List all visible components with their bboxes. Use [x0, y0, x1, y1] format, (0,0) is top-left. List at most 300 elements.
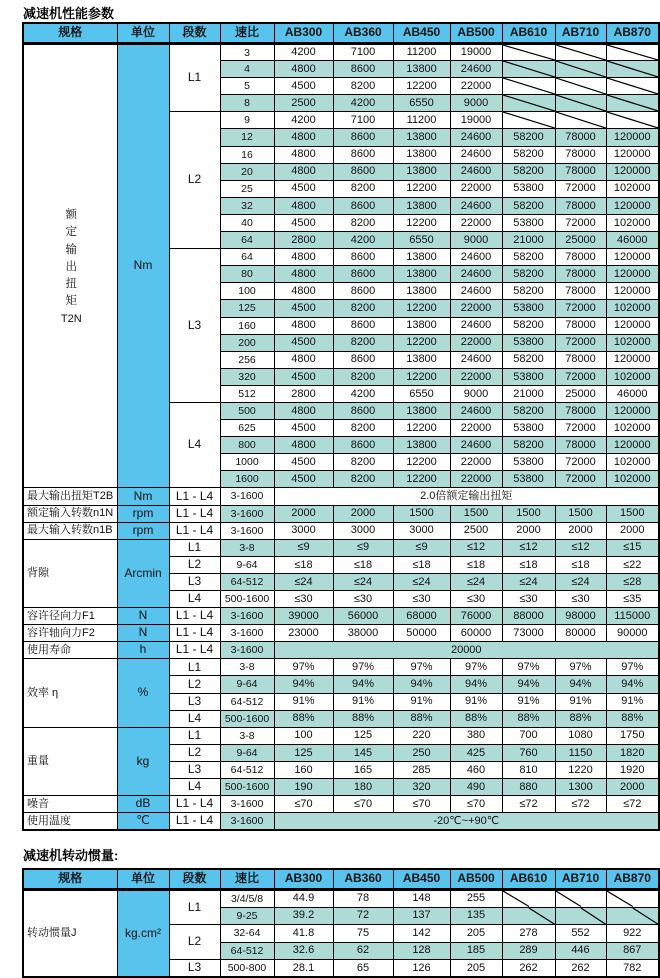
diagonal-line	[503, 908, 555, 925]
value-cell: 120000	[606, 163, 659, 180]
value-cell: 8600	[333, 266, 393, 283]
stage-cell: L3	[169, 761, 220, 778]
value-cell: 72000	[555, 334, 606, 351]
ratio-cell: 9	[220, 112, 274, 129]
value-cell: ≤72	[606, 796, 659, 813]
inertia-table	[22, 868, 660, 978]
value-cell: 460	[450, 761, 502, 778]
value-cell: 13800	[393, 197, 450, 214]
value-cell: ≤18	[502, 556, 555, 573]
ratio-cell: 64	[220, 249, 274, 266]
value-cell: 53800	[502, 180, 555, 197]
value-cell: 22000	[450, 471, 502, 488]
value-cell: 78000	[555, 317, 606, 334]
value-cell: 73000	[502, 625, 555, 642]
column-header: AB450	[393, 23, 450, 44]
value-cell: 3000	[274, 522, 333, 539]
unit-cell: h	[117, 642, 169, 659]
value-cell: 53800	[502, 454, 555, 471]
value-cell: 4800	[274, 283, 333, 300]
diagonal-line	[556, 891, 606, 907]
diagonal-line	[607, 61, 659, 77]
stage-cell: L1	[169, 539, 220, 556]
value-cell: 2000	[274, 505, 333, 522]
stage-cell: L3	[169, 693, 220, 710]
ratio-cell: 4	[220, 61, 274, 78]
value-cell: 4200	[333, 232, 393, 249]
value-cell: 8200	[333, 471, 393, 488]
value-cell: ≤24	[450, 573, 502, 590]
value-cell: 8600	[333, 129, 393, 146]
value-cell: 8600	[333, 283, 393, 300]
value-cell: 58200	[502, 402, 555, 419]
value-cell: 6550	[393, 95, 450, 112]
value-cell: 4200	[274, 112, 333, 129]
value-cell: 1500	[393, 505, 450, 522]
spec-cell: 转动惯量J	[23, 890, 117, 978]
ratio-cell: 500-1600	[220, 591, 274, 608]
table-row	[23, 488, 659, 505]
value-cell: 6550	[393, 232, 450, 249]
value-cell: ≤9	[274, 539, 333, 556]
value-cell: 88%	[502, 710, 555, 727]
ratio-cell: 64-512	[220, 761, 274, 778]
spec-cell: 容许径向力F1	[23, 608, 117, 625]
value-cell: 13800	[393, 249, 450, 266]
value-cell: 91%	[393, 693, 450, 710]
value-cell: 76000	[450, 608, 502, 625]
spec-cell: 额定输入转数n1N	[23, 505, 117, 522]
value-cell: 4800	[274, 317, 333, 334]
empty-diagonal-cell	[555, 78, 606, 95]
spec-cell: 重量	[23, 727, 117, 795]
ratio-cell: 500-1600	[220, 710, 274, 727]
value-cell: ≤18	[393, 556, 450, 573]
spec-cell: 效率 η	[23, 659, 117, 727]
value-cell: 22000	[450, 214, 502, 231]
value-cell: 7100	[333, 112, 393, 129]
value-cell: 120000	[606, 402, 659, 419]
value-cell: 425	[450, 744, 502, 761]
ratio-cell: 500-1600	[220, 779, 274, 796]
diagonal-line	[556, 45, 606, 60]
value-cell: 12200	[393, 454, 450, 471]
value-cell: 60000	[450, 625, 502, 642]
empty-diagonal-cell	[555, 890, 606, 908]
column-header: AB710	[555, 869, 606, 890]
value-cell: 4800	[274, 249, 333, 266]
value-cell: 145	[333, 744, 393, 761]
value-cell: 102000	[606, 471, 659, 488]
empty-diagonal-cell	[606, 61, 659, 78]
value-cell: 90000	[606, 625, 659, 642]
value-cell: 1500	[450, 505, 502, 522]
value-cell: 4800	[274, 129, 333, 146]
unit-cell: %	[117, 659, 169, 727]
stage-cell: L1 - L4	[169, 642, 220, 659]
stage-cell: L1	[169, 44, 220, 112]
value-cell: 12200	[393, 214, 450, 231]
column-header: AB360	[333, 869, 393, 890]
unit-cell: rpm	[117, 505, 169, 522]
spec-cell	[23, 44, 117, 488]
value-cell: 4800	[274, 61, 333, 78]
empty-diagonal-cell	[606, 907, 659, 925]
value-cell: 25000	[555, 232, 606, 249]
table-row	[23, 505, 659, 522]
value-cell: ≤24	[393, 573, 450, 590]
ratio-cell: 3-8	[220, 727, 274, 744]
table-row	[23, 659, 659, 676]
unit-cell: N	[117, 608, 169, 625]
value-cell: 8200	[333, 420, 393, 437]
stage-cell: L2	[169, 744, 220, 761]
value-cell: ≤12	[502, 539, 555, 556]
value-cell: 88%	[274, 710, 333, 727]
value-cell: 760	[502, 744, 555, 761]
ratio-cell: 8	[220, 95, 274, 112]
value-cell: 810	[502, 761, 555, 778]
value-cell: 72000	[555, 420, 606, 437]
value-cell: 102000	[606, 334, 659, 351]
value-cell: -20℃~+90℃	[274, 813, 659, 830]
value-cell: 100	[274, 727, 333, 744]
value-cell: 2500	[274, 95, 333, 112]
unit-cell: Arcmin	[117, 539, 169, 607]
value-cell: 24600	[450, 129, 502, 146]
value-cell: 80000	[555, 625, 606, 642]
value-cell: 262	[502, 960, 555, 978]
value-cell: 39000	[274, 608, 333, 625]
column-header: 单位	[117, 869, 169, 890]
value-cell: 552	[555, 925, 606, 943]
stage-cell: L2	[169, 112, 220, 249]
value-cell: 13800	[393, 266, 450, 283]
value-cell: 1080	[555, 727, 606, 744]
performance-table	[22, 22, 660, 831]
value-cell: 21000	[502, 385, 555, 402]
value-cell: 880	[502, 779, 555, 796]
value-cell: 94%	[502, 676, 555, 693]
value-cell: 58200	[502, 317, 555, 334]
value-cell: 56000	[333, 608, 393, 625]
ratio-cell: 9-64	[220, 744, 274, 761]
value-cell: 7100	[333, 44, 393, 61]
spec-cell: 噪音	[23, 796, 117, 813]
empty-diagonal-cell	[555, 61, 606, 78]
value-cell: 78000	[555, 197, 606, 214]
value-cell: 4800	[274, 163, 333, 180]
value-cell: 1150	[555, 744, 606, 761]
spec-cell: 最大输入转数n1B	[23, 522, 117, 539]
ratio-cell: 3-8	[220, 539, 274, 556]
stage-cell: L4	[169, 591, 220, 608]
value-cell: 1300	[555, 779, 606, 796]
value-cell: 24600	[450, 249, 502, 266]
stage-cell: L2	[169, 556, 220, 573]
spec-cell: 背隙	[23, 539, 117, 607]
column-header: AB710	[555, 23, 606, 44]
value-cell: 24600	[450, 266, 502, 283]
spec-symbol-label: T2N	[60, 312, 82, 325]
value-cell: 135	[450, 907, 502, 925]
value-cell: 21000	[502, 232, 555, 249]
value-cell: 53800	[502, 368, 555, 385]
value-cell: 72	[333, 907, 393, 925]
value-cell: 97%	[333, 659, 393, 676]
value-cell: ≤72	[555, 796, 606, 813]
value-cell: 53800	[502, 334, 555, 351]
value-cell: 91%	[502, 693, 555, 710]
value-cell: 88%	[555, 710, 606, 727]
value-cell: ≤18	[450, 556, 502, 573]
empty-diagonal-cell	[502, 95, 555, 112]
ratio-cell: 320	[220, 368, 274, 385]
unit-cell: dB	[117, 796, 169, 813]
value-cell: 1220	[555, 761, 606, 778]
value-cell: 91%	[333, 693, 393, 710]
value-cell: 4500	[274, 334, 333, 351]
value-cell: 2800	[274, 385, 333, 402]
value-cell: 1500	[555, 505, 606, 522]
value-cell: 8200	[333, 454, 393, 471]
unit-cell: kg	[117, 727, 169, 795]
empty-diagonal-cell	[606, 95, 659, 112]
value-cell: 24600	[450, 437, 502, 454]
value-cell: 102000	[606, 368, 659, 385]
value-cell: 98000	[555, 608, 606, 625]
value-cell: ≤18	[555, 556, 606, 573]
value-cell: 8600	[333, 146, 393, 163]
value-cell: 8600	[333, 249, 393, 266]
unit-cell: ℃	[117, 813, 169, 830]
value-cell: 22000	[450, 334, 502, 351]
value-cell: 446	[555, 942, 606, 960]
value-cell: 78000	[555, 351, 606, 368]
value-cell: ≤15	[606, 539, 659, 556]
value-cell: 78000	[555, 163, 606, 180]
value-cell: 4800	[274, 402, 333, 419]
value-cell: 65	[333, 960, 393, 978]
value-cell: 58200	[502, 283, 555, 300]
value-cell: 38000	[333, 625, 393, 642]
value-cell: 22000	[450, 368, 502, 385]
ratio-cell: 12	[220, 129, 274, 146]
empty-diagonal-cell	[502, 907, 555, 925]
table-row	[23, 727, 659, 744]
header-row	[23, 869, 659, 890]
ratio-cell: 64-512	[220, 573, 274, 590]
value-cell: 50000	[393, 625, 450, 642]
diagonal-line	[607, 908, 659, 925]
value-cell: 102000	[606, 180, 659, 197]
value-cell: ≤35	[606, 591, 659, 608]
stage-cell: L1 - L4	[169, 625, 220, 642]
value-cell: 88000	[502, 608, 555, 625]
value-cell: ≤70	[393, 796, 450, 813]
value-cell: 94%	[274, 676, 333, 693]
ratio-cell: 3	[220, 44, 274, 61]
ratio-cell: 9-64	[220, 556, 274, 573]
diagonal-line	[503, 112, 555, 128]
ratio-cell: 3/4/5/8	[220, 890, 274, 908]
value-cell: 53800	[502, 300, 555, 317]
value-cell: 46000	[606, 385, 659, 402]
value-cell: 8600	[333, 317, 393, 334]
value-cell: 78000	[555, 283, 606, 300]
value-cell: 160	[274, 761, 333, 778]
value-cell: 120000	[606, 197, 659, 214]
value-cell: 24600	[450, 317, 502, 334]
value-cell: 700	[502, 727, 555, 744]
value-cell: 142	[393, 925, 450, 943]
value-cell: 13800	[393, 163, 450, 180]
value-cell: 922	[606, 925, 659, 943]
value-cell: ≤9	[393, 539, 450, 556]
value-cell: 39.2	[274, 907, 333, 925]
unit-cell: Nm	[117, 488, 169, 505]
diagonal-line	[556, 78, 606, 94]
ratio-cell: 200	[220, 334, 274, 351]
value-cell: 120000	[606, 249, 659, 266]
value-cell: 4200	[333, 385, 393, 402]
value-cell: 22000	[450, 420, 502, 437]
value-cell: 97%	[606, 659, 659, 676]
vertical-spec-label: 额定输出扭矩	[65, 209, 77, 308]
value-cell: 1920	[606, 761, 659, 778]
value-cell: 4500	[274, 454, 333, 471]
value-cell: 2000	[606, 522, 659, 539]
value-cell: 4800	[274, 197, 333, 214]
value-cell: ≤70	[450, 796, 502, 813]
value-cell: 262	[555, 960, 606, 978]
column-header: 速比	[220, 23, 274, 44]
value-cell: 24600	[450, 283, 502, 300]
value-cell: 278	[502, 925, 555, 943]
spec-cell: 容许轴向力F2	[23, 625, 117, 642]
value-cell: 120000	[606, 146, 659, 163]
value-cell: 78	[333, 890, 393, 908]
value-cell: 220	[393, 727, 450, 744]
value-cell: ≤30	[393, 591, 450, 608]
value-cell: 11200	[393, 112, 450, 129]
value-cell: ≤9	[333, 539, 393, 556]
spec-cell: 使用寿命	[23, 642, 117, 659]
ratio-cell: 32	[220, 197, 274, 214]
value-cell: 12200	[393, 180, 450, 197]
value-cell: 4500	[274, 180, 333, 197]
value-cell: 62	[333, 942, 393, 960]
value-cell: 2000	[502, 522, 555, 539]
value-cell: 9000	[450, 385, 502, 402]
ratio-cell: 25	[220, 180, 274, 197]
value-cell: 13800	[393, 146, 450, 163]
unit-cell: rpm	[117, 522, 169, 539]
table-row	[23, 625, 659, 642]
value-cell: 8200	[333, 300, 393, 317]
value-cell: ≤24	[502, 573, 555, 590]
value-cell: 205	[450, 960, 502, 978]
value-cell: 120000	[606, 266, 659, 283]
ratio-cell: 64-512	[220, 942, 274, 960]
value-cell: 102000	[606, 214, 659, 231]
value-cell: 102000	[606, 454, 659, 471]
column-header: 段数	[169, 23, 220, 44]
ratio-cell: 625	[220, 420, 274, 437]
value-cell: 126	[393, 960, 450, 978]
value-cell: 12200	[393, 300, 450, 317]
ratio-cell: 40	[220, 214, 274, 231]
value-cell: 13800	[393, 437, 450, 454]
diagonal-line	[503, 45, 555, 60]
value-cell: ≤18	[333, 556, 393, 573]
unit-cell: Nm	[117, 44, 169, 488]
value-cell: 4800	[274, 266, 333, 283]
value-cell: 120000	[606, 351, 659, 368]
empty-diagonal-cell	[606, 78, 659, 95]
value-cell: 2000	[333, 505, 393, 522]
table-row	[23, 539, 659, 556]
stage-cell: L2	[169, 925, 220, 960]
value-cell: 78000	[555, 249, 606, 266]
value-cell: 44.9	[274, 890, 333, 908]
value-cell: 2000	[606, 779, 659, 796]
ratio-cell: 20	[220, 163, 274, 180]
value-cell: 4500	[274, 78, 333, 95]
value-cell: 24600	[450, 402, 502, 419]
stage-cell: L1 - L4	[169, 488, 220, 505]
column-header: 段数	[169, 869, 220, 890]
value-cell: 4800	[274, 146, 333, 163]
value-cell: 58200	[502, 197, 555, 214]
value-cell: 19000	[450, 112, 502, 129]
diagonal-line	[556, 95, 606, 111]
stage-cell: L1	[169, 890, 220, 925]
value-cell: 120000	[606, 129, 659, 146]
value-cell: 490	[450, 779, 502, 796]
stage-cell: L1	[169, 727, 220, 744]
column-header: AB450	[393, 869, 450, 890]
value-cell: 120000	[606, 437, 659, 454]
diagonal-line	[607, 112, 659, 128]
empty-diagonal-cell	[555, 907, 606, 925]
value-cell: 3000	[333, 522, 393, 539]
value-cell: 2500	[450, 522, 502, 539]
value-cell: 32.6	[274, 942, 333, 960]
value-cell: 68000	[393, 608, 450, 625]
value-cell: 867	[606, 942, 659, 960]
table-row	[23, 890, 659, 908]
value-cell: 28.1	[274, 960, 333, 978]
stage-cell: L1 - L4	[169, 796, 220, 813]
value-cell: 88%	[606, 710, 659, 727]
diagonal-line	[556, 61, 606, 77]
value-cell: 12200	[393, 334, 450, 351]
value-cell: 24600	[450, 351, 502, 368]
ratio-cell: 3-1600	[220, 608, 274, 625]
ratio-cell: 32-64	[220, 925, 274, 943]
ratio-cell: 3-1600	[220, 625, 274, 642]
value-cell: 88%	[333, 710, 393, 727]
unit-cell: N	[117, 625, 169, 642]
stage-cell: L3	[169, 960, 220, 978]
value-cell: 9000	[450, 95, 502, 112]
column-header: AB610	[502, 23, 555, 44]
column-header: AB300	[274, 869, 333, 890]
value-cell: 12200	[393, 471, 450, 488]
value-cell: 8600	[333, 61, 393, 78]
table-row	[23, 796, 659, 813]
